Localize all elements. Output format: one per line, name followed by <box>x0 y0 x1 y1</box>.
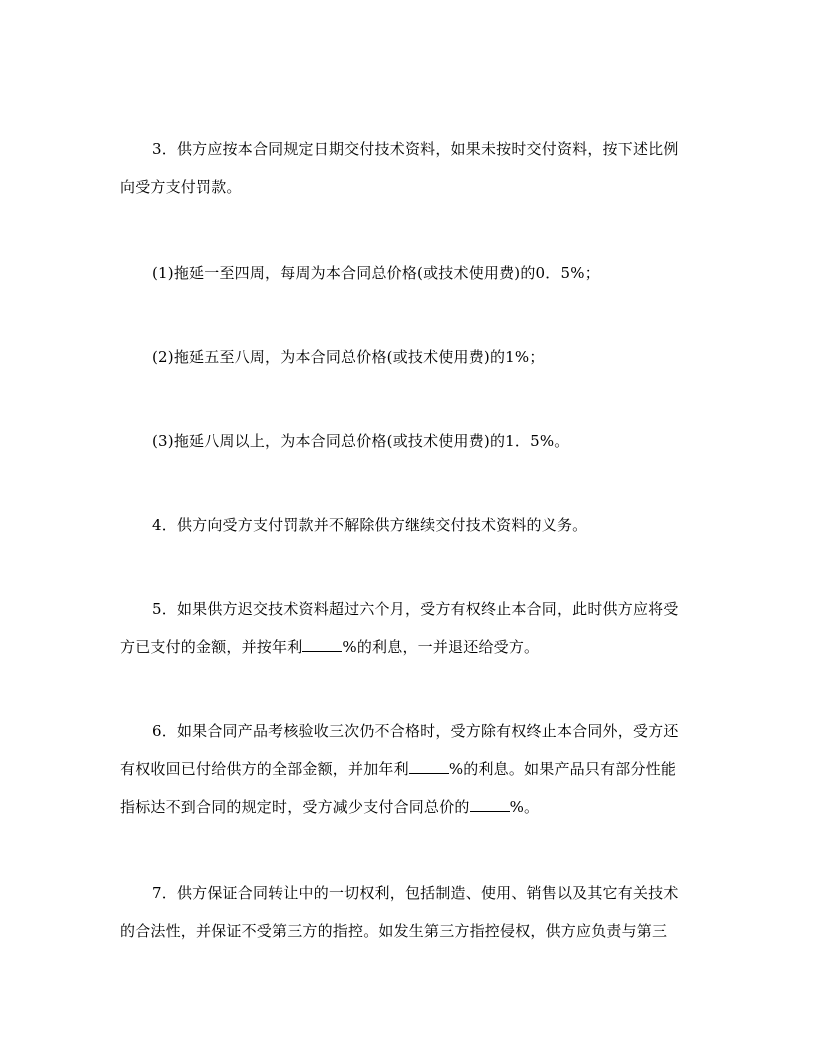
clause-3-line-1: 3．供方应按本合同规定日期交付技术资料，如果未按时交付资料，按下述比例 <box>152 140 679 158</box>
clause-6-line-2-post: %的利息。如果产品只有部分性能 <box>448 760 677 778</box>
clause-3-line-2: 向受方支付罚款。 <box>120 178 242 196</box>
annual-interest-blank <box>409 758 449 774</box>
clause-3-item-1 <box>120 254 700 292</box>
clause-3-item-1-text: (1)拖延一至四周，每周为本合同总价格(或技术使用费)的0．5%； <box>152 264 600 282</box>
clause-7-line-1: 7．供方保证合同转让中的一切权利，包括制造、使用、销售以及其它有关技术 <box>152 884 679 902</box>
clause-6-line-2 <box>120 750 700 788</box>
clause-5 <box>120 590 700 666</box>
clause-6-line-2-pre: 有权收回已付给供方的全部金额，并加年利 <box>120 760 409 778</box>
clause-6-line-3 <box>120 788 700 826</box>
clause-3 <box>120 130 700 206</box>
clause-7-line-2: 的合法性，并保证不受第三方的指控。如发生第三方指控侵权，供方应负责与第三 <box>120 922 668 940</box>
clause-3-item-2 <box>120 338 700 376</box>
clause-5-line-2 <box>120 628 700 666</box>
clause-3-item-2-text: (2)拖延五至八周，为本合同总价格(或技术使用费)的1%； <box>152 348 545 366</box>
clause-3-item-3-text: (3)拖延八周以上，为本合同总价格(或技术使用费)的1．5%。 <box>152 432 570 450</box>
clause-4-text: 4．供方向受方支付罚款并不解除供方继续交付技术资料的义务。 <box>152 516 588 534</box>
clause-5-line-1: 5．如果供方迟交技术资料超过六个月，受方有权终止本合同，此时供方应将受 <box>152 600 679 618</box>
clause-7 <box>120 874 700 950</box>
interest-rate-blank <box>302 636 342 652</box>
clause-5-line-2-post: %的利息，一并退还给受方。 <box>342 638 540 656</box>
clause-6-line-3-pre: 指标达不到合同的规定时，受方减少支付合同总价的 <box>120 798 470 816</box>
clause-3-item-3 <box>120 422 700 460</box>
clause-4 <box>120 506 700 544</box>
clause-6-line-1: 6．如果合同产品考核验收三次仍不合格时，受方除有权终止本合同外，受方还 <box>152 722 679 740</box>
clause-5-line-2-pre: 方已支付的金额，并按年利 <box>120 638 303 656</box>
clause-6-line-3-post: %。 <box>509 798 540 816</box>
price-reduction-blank <box>470 796 510 812</box>
clause-6 <box>120 712 700 826</box>
